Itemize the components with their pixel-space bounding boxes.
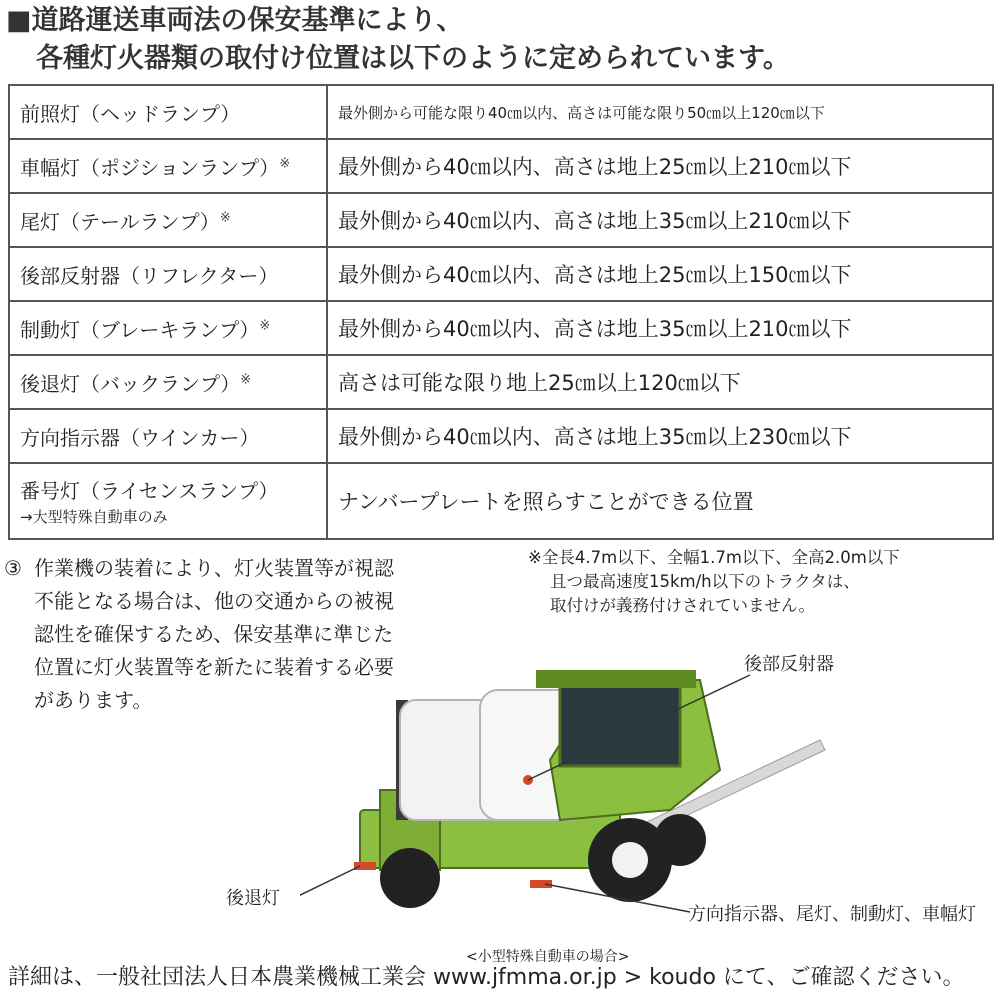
note-text: 作業機の装着により、灯火装置等が視認不能となる場合は、他の交通からの被視認性を確保するため、保安基準に準じた位置に灯火装置等を新たに装着する必要があります。 [34,556,394,712]
cab-window [560,686,680,766]
callout-rear-reflector: 後部反射器 [744,654,834,675]
lamp-position-cell: ナンバープレートを照らすことができる位置 [327,463,993,539]
callout-side-lights: 方向指示器、尾灯、制動灯、車幅灯 [688,904,976,925]
lamp-position-cell: 最外側から40㎝以内、高さは地上25㎝以上210㎝以下 [327,139,993,193]
lamp-position-cell: 最外側から可能な限り40㎝以内、高さは可能な限り50㎝以上120㎝以下 [327,85,993,139]
footnote-line-2: 且つ最高速度15km/h以下のトラクタは、 [550,572,860,591]
front-wheel [654,814,706,866]
lamp-name-cell [9,139,327,193]
lamp-name-cell [9,247,327,301]
figure-caption: <小型特殊自動車の場合> [466,949,630,965]
lamp-name-cell [9,193,327,247]
lamp-name-cell [9,409,327,463]
footer-note: 詳細は、一般社団法人日本農業機械工業会 www.jfmma.or.jp > koudo にて、ご確認ください。 [8,965,965,990]
leader-line [300,866,360,900]
callout-reverse-light: 後退灯 [226,888,280,909]
lamp-name: 方向指示器（ウインカー） [20,425,260,450]
lamp-name-cell [9,463,327,539]
footnote-mark: ※ [259,317,271,333]
lamp-name-cell [9,355,327,409]
lamp-position-cell: 最外側から40㎝以内、高さは地上35㎝以上210㎝以下 [327,301,993,355]
table-row [9,301,993,355]
heading-line-2: 各種灯火器類の取付け位置は以下のように定められています。 [36,43,790,74]
table-row [9,463,993,539]
lamp-spec-table [8,84,994,540]
table-row [9,85,993,139]
table-row [9,139,993,193]
lamp-name-cell [9,301,327,355]
wheel-hub [612,842,648,878]
lamp-name: 番号灯（ライセンスランプ） [20,479,279,503]
table-row [9,409,993,463]
note-number: ③ [4,556,22,580]
lamp-position-cell: 最外側から40㎝以内、高さは地上25㎝以上150㎝以下 [327,247,993,301]
page-heading [6,2,790,78]
footnote-mark: ※ [219,209,231,225]
lamp-name: 後退灯（バックランプ） [20,371,241,396]
lamp-position-cell: 高さは可能な限り地上25㎝以上120㎝以下 [327,355,993,409]
lamp-position-cell: 最外側から40㎝以内、高さは地上35㎝以上230㎝以下 [327,409,993,463]
lamp-name: 車幅灯（ポジションランプ） [20,155,280,180]
table-row [9,355,993,409]
rear-wheel-left [380,848,440,908]
cab-roof [536,670,696,688]
lamp-name: 尾灯（テールランプ） [20,209,220,234]
footnote-mark: ※ [240,371,252,387]
footnote-mark: ※ [279,155,291,171]
tractor-illustration [300,640,1000,940]
lamp-name-cell [9,85,327,139]
lamp-name: 前照灯（ヘッドランプ） [20,101,241,126]
lamp-name: 制動灯（ブレーキランプ） [20,317,260,342]
table-row [9,193,993,247]
reverse-lamp [354,862,376,870]
lamp-name: 後部反射器（リフレクター） [20,263,279,288]
exemption-footnote [528,546,900,618]
lamp-position-cell: 最外側から40㎝以内、高さは地上35㎝以上210㎝以下 [327,193,993,247]
heading-line-1: ■道路運送車両法の保安基準により、 [6,5,464,36]
footnote-line-3: 取付けが義務付けされていません。 [550,596,815,615]
footnote-line-1: ※全長4.7m以下、全幅1.7m以下、全高2.0m以下 [528,548,900,567]
table-row [9,247,993,301]
lamp-name-note: →大型特殊自動車のみ [20,508,168,526]
